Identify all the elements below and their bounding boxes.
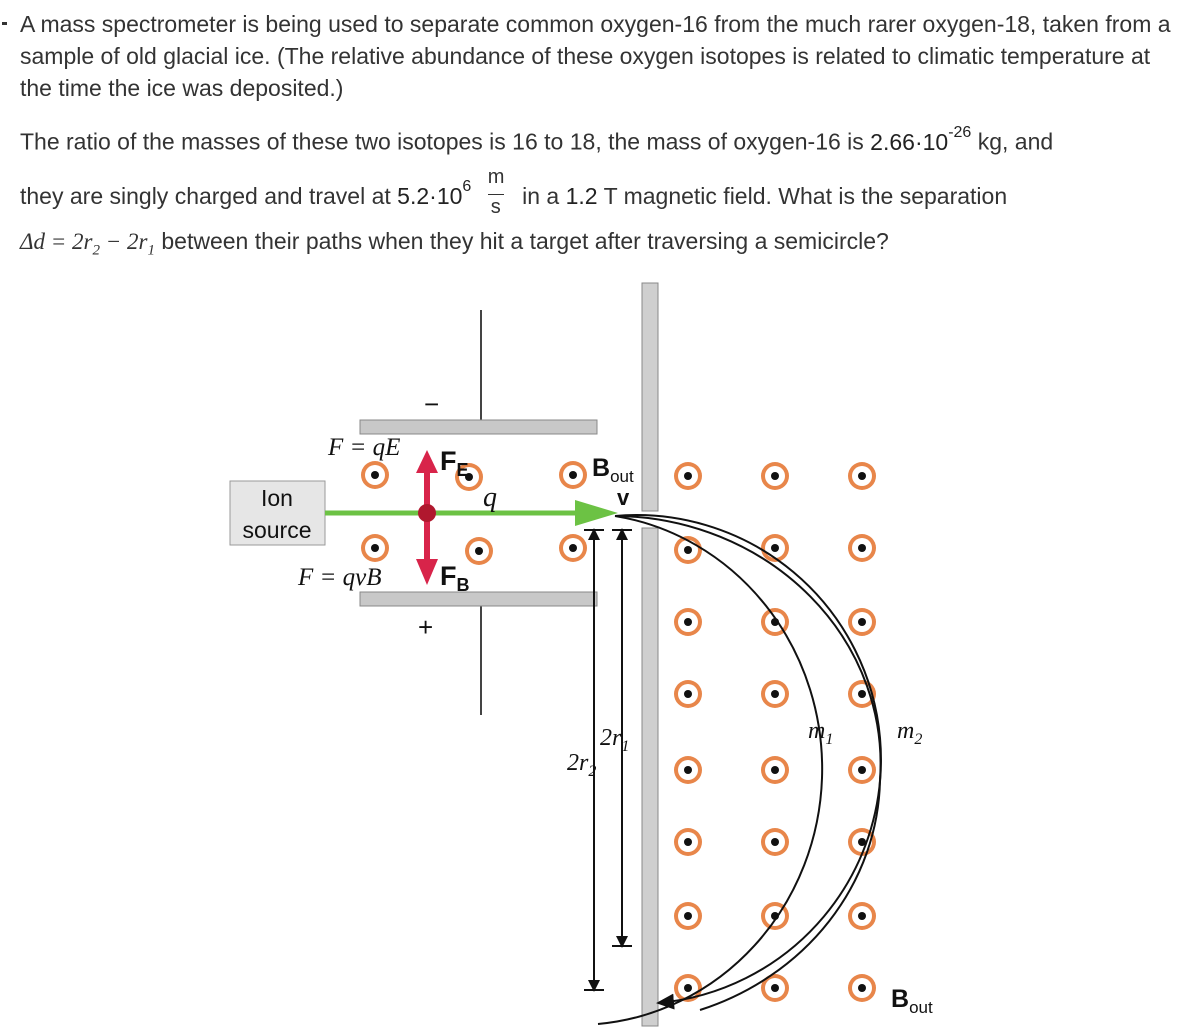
ion-source-label-2: source (242, 517, 312, 543)
label-FB: $F_B$ (440, 561, 470, 595)
field-dot (674, 680, 702, 708)
field-dot (761, 756, 789, 784)
field-dot (761, 828, 789, 856)
label-v: v (617, 485, 630, 510)
speed-value: $5.2\cdot 10^6$ (397, 178, 472, 210)
label-F-qvB: F = qvB (298, 564, 382, 591)
velocity-arrowhead (575, 500, 618, 526)
detector-wall-bottom (642, 528, 658, 1026)
field-dot (465, 537, 493, 565)
field-dot (361, 534, 389, 562)
field-dot (761, 680, 789, 708)
field-dot (559, 534, 587, 562)
label-B-out-bottom: $B_{out}$ (891, 985, 933, 1017)
label-plus: + (418, 612, 434, 642)
field-dot (674, 608, 702, 636)
field-dot (674, 756, 702, 784)
label-2r1: $2r_1$ (600, 725, 630, 755)
mass-value: $2.66\cdot 10^{-26}$ (870, 124, 972, 155)
field-dot (559, 461, 587, 489)
label-FE: $F_E$ (440, 446, 469, 480)
line2-text: The ratio of the masses of these two isotopes is 16 to 18, the mass of oxygen-16 is (20, 128, 864, 155)
line4-rest: between their paths when they hit a target after traversing a semicircle? (161, 228, 889, 254)
line3-field-text: in a (522, 183, 560, 210)
label-m1: $m_1$ (808, 718, 834, 748)
label-q: q (483, 482, 497, 513)
field-dot (848, 902, 876, 930)
field-dot (761, 462, 789, 490)
field-dot (674, 902, 702, 930)
field-dot (674, 462, 702, 490)
force-B-arrowhead (416, 559, 438, 585)
top-plate (360, 420, 597, 434)
ion-source-label-1: Ion (261, 485, 293, 511)
path-m2-outer (620, 516, 881, 780)
problem-intro: A mass spectrometer is being used to separate common oxygen-16 from the much rarer oxygen-18, taken from a sample of old glacial ice. (The relative abundance of these oxygen isotopes is related to climatic temperature at the time the ice was deposited.) (20, 11, 1171, 101)
label-m2: $m_2$ (897, 718, 923, 748)
field-value: 1.2 (565, 183, 598, 210)
field-dot (848, 974, 876, 1002)
field-dot (674, 828, 702, 856)
detector-wall-top (642, 283, 658, 511)
field-dot (848, 534, 876, 562)
label-F-qE: F = qE (328, 434, 401, 461)
field-dot (848, 608, 876, 636)
label-B-out-top: $B_{out}$ (592, 454, 634, 486)
field-dot (848, 462, 876, 490)
ion-particle (418, 504, 436, 522)
label-minus: − (424, 389, 440, 419)
label-2r2: $2r_2$ (567, 750, 597, 780)
mass-unit: kg, and (977, 128, 1054, 155)
bottom-plate (360, 592, 597, 606)
field-dot (361, 461, 389, 489)
line3-text: they are singly charged and travel at (20, 183, 391, 210)
speed-unit-fraction: $\frac{m}{s}$ (487, 166, 505, 218)
force-E-arrowhead (416, 450, 438, 473)
line3-rest: T magnetic field. What is the separation (603, 183, 1008, 210)
delta-d-expression: $\Delta d = 2r_2 - 2r_1$ (20, 229, 155, 259)
field-dot (848, 756, 876, 784)
